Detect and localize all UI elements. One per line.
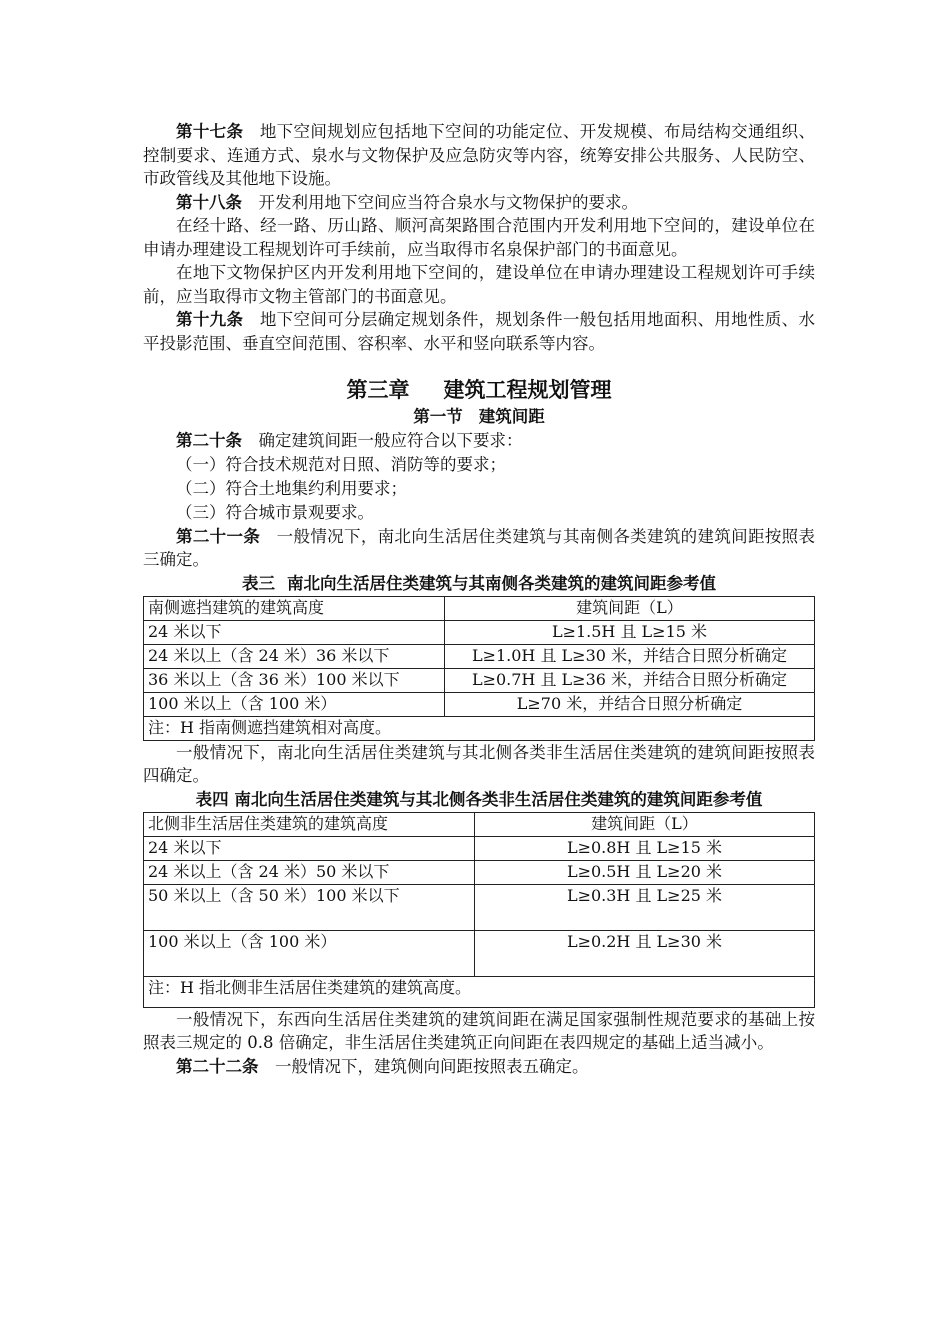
chapter-number: 第三章 <box>346 377 410 402</box>
table-cell: L≥70 米，并结合日照分析确定 <box>445 692 815 716</box>
table-row <box>144 836 815 860</box>
table-cell: 100 米以上（含 100 米） <box>144 930 475 976</box>
table-note-row <box>144 716 815 740</box>
article-text: 一般情况下，南北向生活居住类建筑与其南侧各类建筑的建筑间距按照表三确定。 <box>143 526 816 569</box>
table-3 <box>143 596 815 741</box>
table-3-caption <box>143 572 815 596</box>
article-text: 确定建筑间距一般应符合以下要求： <box>258 431 523 450</box>
table-4 <box>143 812 815 1008</box>
table-row <box>144 668 815 692</box>
table-header-cell: 北侧非生活居住类建筑的建筑高度 <box>144 812 475 836</box>
table-row <box>144 930 815 976</box>
table-cell: 24 米以上（含 24 米）50 米以下 <box>144 860 475 884</box>
table-header-row <box>144 596 815 620</box>
article-label: 第二十条 <box>176 431 242 450</box>
table-title: 南北向生活居住类建筑与其南侧各类建筑的建筑间距参考值 <box>287 573 716 593</box>
article-label: 第十九条 <box>176 310 244 329</box>
table-header-cell: 南侧遮挡建筑的建筑高度 <box>144 596 445 620</box>
table-note: 注：H 指北侧非生活居住类建筑的建筑高度。 <box>144 976 815 1007</box>
list-item: （一）符合技术规范对日照、消防等的要求； <box>176 454 506 474</box>
table-row <box>144 644 815 668</box>
chapter-title: 建筑工程规划管理 <box>443 377 612 402</box>
table-note: 注：H 指南侧遮挡建筑相对高度。 <box>144 716 815 740</box>
article-18-paragraph-2: 在经十路、经一路、历山路、顺河高架路围合范围内开发利用地下空间的，建设单位在申请办理建设工程规划许可手续前，应当取得市名泉保护部门的书面意见。 <box>143 216 815 259</box>
article-text: 地下空间规划应包括地下空间的功能定位、开发规模、布局结构交通组织、控制要求、连通方式、泉水与文物保护及应急防灾等内容，统筹安排公共服务、人民防空、市政管线及其他地下设施。 <box>143 122 816 188</box>
table-cell: L≥0.5H 且 L≥20 米 <box>475 860 815 884</box>
article-20 <box>143 429 815 453</box>
article-text: 地下空间可分层确定规划条件，规划条件一般包括用地面积、用地性质、水平投影范围、垂直空间范围、容积率、水平和竖向联系等内容。 <box>143 310 816 353</box>
article-18 <box>143 191 815 215</box>
article-label: 第十七条 <box>176 122 244 141</box>
article-17 <box>143 120 815 191</box>
article-18-paragraph-3: 在地下文物保护区内开发利用地下空间的，建设单位在申请办理建设工程规划许可手续前，应当取得市文物主管部门的书面意见。 <box>143 263 815 306</box>
article-label: 第二十二条 <box>176 1056 259 1076</box>
table-number: 表三 <box>242 573 275 593</box>
article-label: 第十八条 <box>176 192 242 212</box>
article-label: 第二十一条 <box>176 526 261 546</box>
table-row <box>144 620 815 644</box>
table-row <box>144 692 815 716</box>
article-19 <box>143 308 815 355</box>
table-row <box>144 860 815 884</box>
list-item: （三）符合城市景观要求。 <box>176 502 374 522</box>
section-number: 第一节 <box>413 407 463 426</box>
section-heading <box>143 405 815 429</box>
paragraph-between-tables: 一般情况下，南北向生活居住类建筑与其北侧各类非生活居住类建筑的建筑间距按照表四确定。 <box>143 742 815 785</box>
table-cell: L≥0.8H 且 L≥15 米 <box>475 836 815 860</box>
table-header-cell: 建筑间距（L） <box>475 812 815 836</box>
chapter-heading <box>143 375 815 405</box>
table-cell: L≥1.0H 且 L≥30 米，并结合日照分析确定 <box>445 644 815 668</box>
table-cell: L≥0.7H 且 L≥36 米，并结合日照分析确定 <box>445 668 815 692</box>
table-header-cell: 建筑间距（L） <box>445 596 815 620</box>
table-4-caption: 表四 南北向生活居住类建筑与其北侧各类非生活居住类建筑的建筑间距参考值 <box>195 789 763 809</box>
table-cell: 100 米以上（含 100 米） <box>144 692 445 716</box>
table-cell: 50 米以上（含 50 米）100 米以下 <box>144 884 475 930</box>
table-cell: 24 米以下 <box>144 836 475 860</box>
paragraph-after-tables: 一般情况下，东西向生活居住类建筑的建筑间距在满足国家强制性规范要求的基础上按照表三规定的 0.8 倍确定，非生活居住类建筑正向间距在表四规定的基础上适当减小。 <box>143 1009 815 1052</box>
list-item: （二）符合土地集约利用要求； <box>176 478 407 498</box>
article-text: 一般情况下，建筑侧向间距按照表五确定。 <box>275 1056 589 1076</box>
table-cell: 24 米以上（含 24 米）36 米以下 <box>144 644 445 668</box>
document-page <box>143 120 815 1078</box>
article-21 <box>143 525 815 572</box>
table-cell: L≥0.2H 且 L≥30 米 <box>475 930 815 976</box>
table-cell: 36 米以上（含 36 米）100 米以下 <box>144 668 445 692</box>
table-cell: L≥1.5H 且 L≥15 米 <box>445 620 815 644</box>
table-cell: 24 米以下 <box>144 620 445 644</box>
table-note-row <box>144 976 815 1007</box>
section-title: 建筑间距 <box>478 407 545 426</box>
table-header-row <box>144 812 815 836</box>
article-22 <box>143 1055 815 1079</box>
table-row <box>144 884 815 930</box>
article-text: 开发利用地下空间应当符合泉水与文物保护的要求。 <box>258 192 638 212</box>
table-cell: L≥0.3H 且 L≥25 米 <box>475 884 815 930</box>
